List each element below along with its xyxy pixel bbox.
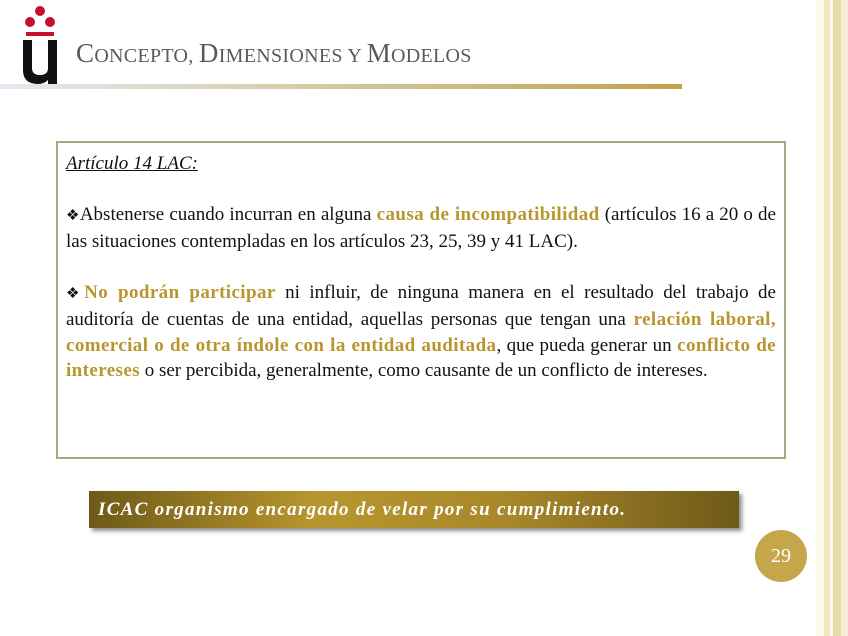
decorative-stripes bbox=[816, 0, 848, 636]
page-title: CONCEPTO, DIMENSIONES Y MODELOS bbox=[76, 38, 472, 68]
university-logo-icon bbox=[20, 6, 64, 82]
icac-banner: ICAC organismo encargado de velar por su cumplimiento. bbox=[89, 491, 739, 528]
bullet-paragraph-2: ❖No podrán participar ni influir, de ninguna manera en el resultado del trabajo de auditoría de cuentas de una entidad, aquellas personas que tengan una relación laboral, comercial o de otra índole con la entidad auditada, que pueda generar un conflicto de intereses o ser percibida, generalmente, como causante de un conflicto de intereses. bbox=[66, 281, 777, 381]
bullet-paragraph-1: ❖Abstenerse cuando incurran en alguna causa de incompatibilidad (artículos 16 a 20 o de las situaciones contempladas en los artículos 23, 25, 39 y 41 LAC). bbox=[66, 203, 776, 252]
article-heading: Artículo 14 LAC: bbox=[66, 153, 198, 174]
highlight-text: relación laboral, comercial o de otra índole con la entidad auditada bbox=[66, 309, 776, 356]
title-underline bbox=[0, 84, 682, 89]
content-box bbox=[56, 141, 786, 459]
highlight-text: conflicto de intereses bbox=[66, 334, 777, 381]
bullet-diamond-icon: ❖ bbox=[66, 207, 80, 224]
bullet-diamond-icon: ❖ bbox=[66, 285, 85, 302]
highlight-text: causa de incompatibilidad bbox=[376, 203, 600, 225]
highlight-text: No podrán participar bbox=[84, 281, 276, 303]
page-number-badge: 29 bbox=[755, 530, 807, 582]
